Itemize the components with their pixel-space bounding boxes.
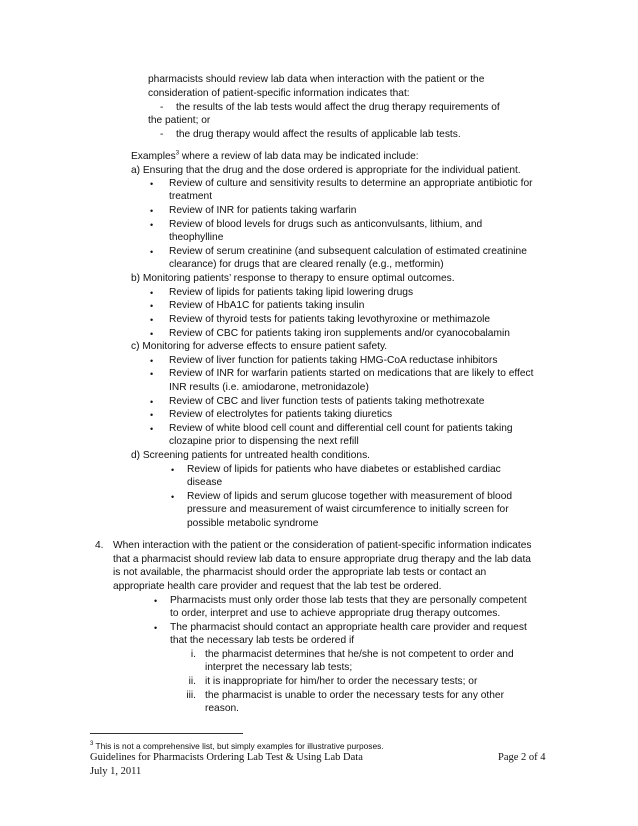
bullet-icon: • — [150, 206, 154, 216]
section-a-item-3: Review of blood levels for drugs such as anticonvulsants, lithium, and — [169, 219, 483, 230]
item-4-subitem-3: the pharmacist is unable to order the necessary tests for any other — [205, 690, 504, 701]
footnote-separator — [90, 733, 243, 734]
section-a-item-1: Review of culture and sensitivity results to determine an appropriate antibiotic for — [169, 178, 533, 189]
section-d-item-2-cont-2: possible metabolic syndrome — [187, 518, 319, 529]
roman-numeral-2: ii. — [188, 676, 196, 687]
section-a-item-4-cont: clearance) for drugs that are cleared renally (e.g., metformin) — [169, 259, 444, 270]
section-a-item-1-cont: treatment — [169, 191, 213, 202]
footnote-ref: 3 — [175, 150, 180, 157]
section-b-item-4: Review of CBC for patients taking iron supplements and/or cyanocobalamin — [169, 328, 510, 339]
section-d-item-1: Review of lipids for patients who have diabetes or established cardiac — [187, 464, 501, 475]
item-4-line-1: When interaction with the patient or the consideration of patient-specific information indicates — [113, 540, 532, 551]
section-d-item-2-cont-1: pressure and measurement of waist circumference to initially screen for — [187, 504, 509, 515]
intro-line-2: consideration of patient-specific information indicates that: — [148, 88, 410, 99]
bullet-icon: • — [150, 315, 154, 325]
item-4-subitem-3-cont: reason. — [205, 703, 239, 714]
item-4-subitem-1: the pharmacist determines that he/she is not competent to order and — [205, 649, 514, 660]
item-4-bullet-2: The pharmacist should contact an appropriate health care provider and request — [170, 622, 527, 633]
item-4-number: 4. — [95, 540, 104, 551]
intro-dash-item-1-cont: the patient; or — [148, 115, 211, 126]
footnote: $^3$ This is not a comprehensive list, but simply examples for illustrative purposes. — [90, 741, 384, 751]
bullet-icon: • — [150, 397, 154, 407]
section-a-item-3-cont: theophylline — [169, 232, 224, 243]
item-4-line-2: that a pharmacist should review lab data to ensure appropriate drug therapy and the lab data — [113, 554, 531, 565]
bullet-icon: • — [150, 301, 154, 311]
section-c-item-1: Review of liver function for patients taking HMG-CoA reductase inhibitors — [169, 355, 498, 366]
section-c-item-2-cont: INR results (i.e. amiodarone, metronidazole) — [169, 382, 369, 393]
section-c-item-3: Review of CBC and liver function tests of patients taking methotrexate — [169, 396, 485, 407]
section-b-item-1: Review of lipids for patients taking lipid lowering drugs — [169, 287, 414, 298]
item-4-bullet-1-cont: to order, interpret and use to achieve appropriate drug therapy outcomes. — [170, 608, 501, 619]
bullet-icon: • — [150, 329, 154, 339]
section-d-item-2: Review of lipids and serum glucose together with measurement of blood — [187, 491, 513, 502]
bullet-icon: • — [154, 623, 158, 633]
bullet-icon: • — [150, 410, 154, 420]
dash-marker: - — [160, 129, 164, 140]
section-a-heading: a) Ensuring that the drug and the dose ordered is appropriate for the individual patient. — [131, 165, 521, 176]
bullet-icon: • — [150, 356, 154, 366]
section-a-item-2: Review of INR for patients taking warfarin — [169, 205, 357, 216]
intro-line-1: pharmacists should review lab data when interaction with the patient or the — [148, 74, 485, 85]
bullet-icon: • — [171, 465, 175, 475]
roman-numeral-1: i. — [190, 649, 196, 660]
section-b-item-3: Review of thyroid tests for patients taking levothyroxine or methimazole — [169, 314, 491, 325]
bullet-icon: • — [150, 424, 154, 434]
item-4-bullet-1: Pharmacists must only order those lab tests that they are personally competent — [170, 595, 527, 606]
footer-page-number: Page 2 of 4 — [498, 752, 546, 763]
section-b-item-2: Review of HbA1C for patients taking insulin — [169, 300, 365, 311]
item-4-line-4: appropriate health care provider and request that the lab test be ordered. — [113, 581, 442, 592]
bullet-icon: • — [171, 492, 175, 502]
section-a-item-4: Review of serum creatinine (and subsequent calculation of estimated creatinine — [169, 246, 527, 257]
footer-title: Guidelines for Pharmacists Ordering Lab Test & Using Lab Data — [90, 752, 363, 763]
roman-numeral-3: iii. — [186, 690, 196, 701]
bullet-icon: • — [150, 220, 154, 230]
dash-marker: - — [160, 102, 164, 113]
item-4-subitem-1-cont: interpret the necessary lab tests; — [205, 662, 353, 673]
section-c-item-4: Review of electrolytes for patients taking diuretics — [169, 409, 393, 420]
section-c-item-5: Review of white blood cell count and differential cell count for patients taking — [169, 423, 513, 434]
bullet-icon: • — [150, 288, 154, 298]
item-4-subitem-2: it is inappropriate for him/her to order the necessary tests; or — [205, 676, 478, 687]
intro-dash-item-2: the drug therapy would affect the results of applicable lab tests. — [176, 129, 461, 140]
examples-heading: Examples$^3$ where a review of lab data may be indicated include: — [131, 150, 419, 162]
bullet-icon: • — [150, 179, 154, 189]
bullet-icon: • — [150, 247, 154, 257]
section-d-heading: d) Screening patients for untreated health conditions. — [131, 450, 370, 461]
bullet-icon: • — [154, 596, 158, 606]
section-d-item-1-cont: disease — [187, 477, 223, 488]
section-c-heading: c) Monitoring for adverse effects to ensure patient safety. — [131, 341, 388, 352]
bullet-icon: • — [150, 369, 154, 379]
item-4-line-3: is not available, the pharmacist should order the appropriate lab tests or contact an — [113, 567, 487, 578]
section-c-item-5-cont: clozapine prior to dispensing the next refill — [169, 436, 359, 447]
item-4-bullet-2-cont: that the necessary lab tests be ordered if — [170, 635, 355, 646]
footer-date: July 1, 2011 — [90, 766, 142, 777]
intro-dash-item-1: the results of the lab tests would affect the drug therapy requirements of — [176, 102, 500, 113]
section-c-item-2: Review of INR for warfarin patients started on medications that are likely to effect — [169, 368, 534, 379]
section-b-heading: b) Monitoring patients’ response to therapy to ensure optimal outcomes. — [131, 273, 455, 284]
